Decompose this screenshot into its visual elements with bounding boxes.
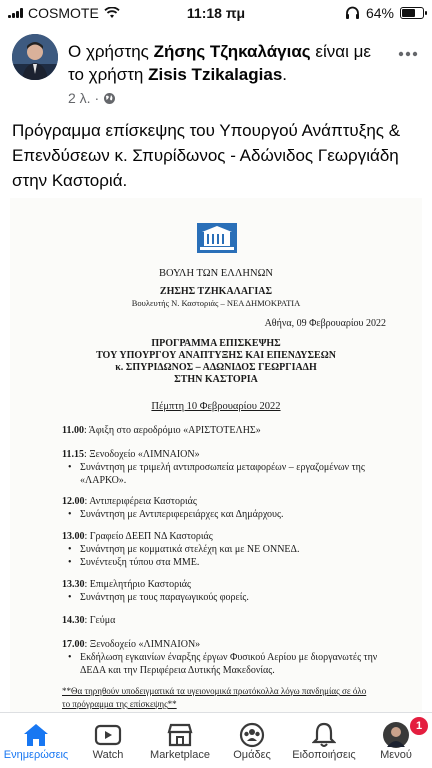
post-header (12, 34, 422, 114)
nav-item-groups[interactable] (216, 713, 288, 768)
menu-badge: 1 (410, 717, 428, 735)
nav-item-notifications[interactable] (288, 713, 360, 768)
headphones-icon (345, 6, 360, 20)
doc-member-name: ΖΗΣΗΣ ΤΖΗΚΑΛΑΓΙΑΣ (159, 286, 273, 297)
doc-heading-4: ΣΤΗΝ ΚΑΣΤΟΡΙΑ (174, 374, 258, 385)
doc-sub-item-cont: «ΛΑΡΚΟ». (80, 475, 127, 486)
doc-day: Πέμπτη 10 Φεβρουαρίου 2022 (151, 401, 281, 412)
globe-icon (103, 92, 116, 105)
doc-item: 13.30: Επιμελητήριο Καστοριάς (62, 579, 191, 590)
doc-sub-item: • Συνάντηση με Αντιπεριφερειάρχες και Δημάρχους. (80, 508, 405, 521)
nav-label: Μενού (380, 749, 412, 761)
bell-icon (312, 722, 336, 748)
nav-item-marketplace[interactable] (144, 713, 216, 768)
more-icon (398, 51, 418, 57)
doc-sub-item: • Εκδήλωση εγκαινίων έναρξης έργων Φυσικού Αερίου με διοργανωτές την (80, 651, 405, 664)
battery-percent: 64% (365, 5, 394, 21)
doc-item: 14.30: Γεύμα (62, 615, 116, 626)
status-bar (0, 0, 432, 26)
nav-label: Ειδοποιήσεις (292, 749, 356, 761)
watch-icon (94, 723, 122, 747)
more-options-button[interactable] (398, 40, 418, 63)
doc-sub-item-cont: ΔΕΔΑ και την Περιφέρεια Δυτικής Μακεδονίας. (80, 665, 275, 676)
menu-avatar-icon (382, 721, 410, 749)
nav-label: Ομάδες (233, 749, 271, 761)
doc-item: 12.00: Αντιπεριφέρεια Καστοριάς (62, 496, 197, 507)
battery-icon (400, 7, 424, 19)
doc-footnote: το πρόγραμμα της επίσκεψης** (62, 699, 177, 709)
status-time: 11:18 πμ (186, 5, 246, 21)
post-time[interactable]: 2 λ. · (68, 90, 100, 106)
nav-label: Watch (92, 749, 124, 761)
doc-sub-item: • Συνάντηση με τριμελή αντιπροσωπεία μεταφορέων – εργαζομένων της (80, 461, 405, 474)
carrier-name: COSMOTE (28, 5, 99, 21)
doc-member-role: Βουλευτής Ν. Καστοριάς – ΝΕΑ ΔΗΜΟΚΡΑΤΙΑ (131, 298, 301, 308)
parliament-emblem-icon (196, 222, 238, 254)
doc-parliament: ΒΟΥΛΗ ΤΩΝ ΕΛΛΗΝΩΝ (159, 268, 273, 279)
author-avatar[interactable] (12, 34, 58, 80)
doc-item: 11.00: Άφιξη στο αεροδρόμιο «ΑΡΙΣΤΟΤΕΛΗΣ» (62, 425, 261, 436)
doc-item: 11.15: Ξενοδοχείο «ΛΙΜΝΑΙΟΝ» (62, 449, 200, 460)
nav-item-home[interactable] (0, 713, 72, 768)
wifi-icon (104, 7, 120, 19)
bottom-nav (0, 712, 432, 768)
tagged-name-link[interactable]: Zisis Tzikalagias (148, 65, 283, 84)
battery-level (402, 9, 415, 17)
doc-heading-1: ΠΡΟΓΡΑΜΜΑ ΕΠΙΣΚΕΨΗΣ (151, 338, 281, 349)
post-meta (68, 90, 116, 106)
doc-sub-item: • Συνέντευξη τύπου στα ΜΜΕ. (80, 556, 405, 569)
author-name-link[interactable]: Ζήσης Τζηκαλάγιας (153, 42, 311, 61)
doc-heading-2: ΤΟΥ ΥΠΟΥΡΓΟΥ ΑΝΑΠΤΥΞΗΣ ΚΑΙ ΕΠΕΝΔΥΣΕΩΝ (96, 350, 336, 361)
groups-icon (239, 722, 265, 748)
doc-heading-3: κ. ΣΠΥΡΙΔΩΝΟΣ – ΑΔΩΝΙΔΟΣ ΓΕΩΡΓΙΑΔΗ (115, 362, 317, 373)
home-icon (23, 723, 49, 747)
doc-date: Αθήνα, 09 Φεβρουαρίου 2022 (264, 318, 386, 329)
doc-item: 17.00: Ξενοδοχείο «ΛΙΜΝΑΙΟΝ» (62, 639, 201, 650)
doc-item: 13.00: Γραφείο ΔΕΕΠ ΝΔ Καστοριάς (62, 531, 213, 542)
nav-item-menu[interactable] (360, 713, 432, 768)
nav-label: Ενημερώσεις (3, 749, 69, 761)
nav-item-watch[interactable] (72, 713, 144, 768)
doc-sub-item: • Συνάντηση με τους παραγωγικούς φορείς. (80, 591, 405, 604)
nav-label: Marketplace (150, 749, 210, 761)
marketplace-icon (167, 723, 193, 747)
post-document-image[interactable] (10, 198, 422, 714)
signal-icon (8, 8, 23, 18)
doc-footnote: **Θα τηρηθούν υποδειγματικά τα υγειονομικά πρωτόκολλα λόγω πανδημίας σε όλο (62, 686, 367, 696)
post-author-line: Ο χρήστης Ζήσης Τζηκαλάγιας είναι με το χρήστη Zisis Tzikalagias. (68, 42, 371, 84)
post-caption: Πρόγραμμα επίσκεψης του Υπουργού Ανάπτυξης & Επενδύσεων κ. Σπυρίδωνος - Αδώνιδος Γεωργιάδη στην Καστοριά. (12, 121, 401, 190)
doc-sub-item: • Συνάντηση με κομματικά στελέχη και με ΝΕ ΟΝΝΕΔ. (80, 543, 405, 556)
